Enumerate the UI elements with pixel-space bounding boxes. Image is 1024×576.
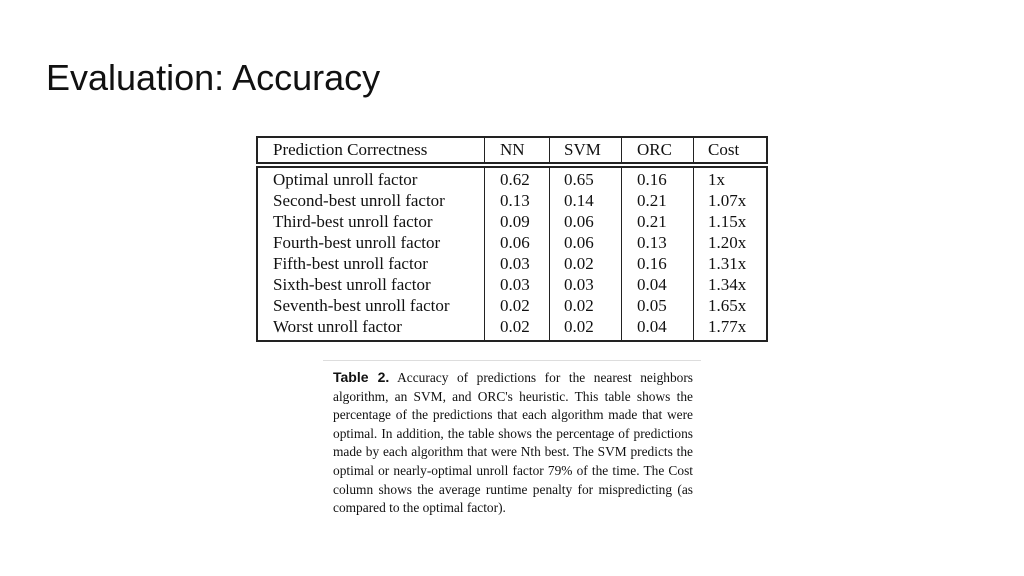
row-label: Seventh-best unroll factor [273,296,450,315]
caption-divider [323,360,701,361]
table-row [258,232,766,253]
table-row [258,169,766,190]
orc-value: 0.21 [637,191,667,210]
cost-value: 1x [708,170,725,189]
column-divider [549,138,550,162]
caption-text: Accuracy of predictions for the nearest neighbors algorithm, an SVM, and ORC's heuristic. This table shows the percentage of the predictions that each algorithm made that were optimal. In addition, the table shows the percentage of predictions made by each algorithm that were Nth best. The SVM predicts the optimal or nearly-optimal unroll factor 79% of the time. The Cost column shows the average runtime penalty for mispredicting (as compared to the optimal factor). [333,370,694,516]
header-svm: SVM [564,140,601,159]
cost-value: 1.34x [708,275,747,294]
row-label: Fourth-best unroll factor [273,233,441,252]
row-label: Sixth-best unroll factor [273,275,431,294]
svm-value: 0.06 [564,233,594,252]
table-header [256,136,768,164]
table-body [256,166,768,342]
row-label: Optimal unroll factor [273,170,418,189]
orc-value: 0.16 [637,254,667,273]
table-row [258,295,766,316]
orc-value: 0.16 [637,170,667,189]
nn-value: 0.09 [500,212,530,231]
header-orc: ORC [637,140,672,159]
cost-value: 1.65x [708,296,747,315]
nn-value: 0.03 [500,275,530,294]
caption-label: Table 2. [333,369,390,385]
svm-value: 0.03 [564,275,594,294]
svm-value: 0.14 [564,191,594,210]
cost-value: 1.31x [708,254,747,273]
table-caption [333,368,693,518]
cost-value: 1.20x [708,233,747,252]
row-label: Worst unroll factor [273,317,402,336]
nn-value: 0.06 [500,233,530,252]
svm-value: 0.02 [564,317,594,336]
orc-value: 0.21 [637,212,667,231]
table-row [258,274,766,295]
table-row [258,316,766,337]
nn-value: 0.13 [500,191,530,210]
nn-value: 0.62 [500,170,530,189]
cost-value: 1.77x [708,317,747,336]
nn-value: 0.03 [500,254,530,273]
row-label: Third-best unroll factor [273,212,433,231]
table-row [258,190,766,211]
svm-value: 0.02 [564,254,594,273]
slide-title: Evaluation: Accuracy [46,57,381,98]
header-prediction-correctness: Prediction Correctness [273,140,428,159]
nn-value: 0.02 [500,296,530,315]
header-cost: Cost [708,140,740,159]
row-label: Second-best unroll factor [273,191,445,210]
header-nn: NN [500,140,525,159]
orc-value: 0.04 [637,317,667,336]
row-label: Fifth-best unroll factor [273,254,428,273]
cost-value: 1.15x [708,212,747,231]
svm-value: 0.06 [564,212,594,231]
cost-value: 1.07x [708,191,747,210]
svm-value: 0.65 [564,170,594,189]
column-divider [693,138,694,162]
orc-value: 0.04 [637,275,667,294]
table-row [258,211,766,232]
table-row [258,253,766,274]
svm-value: 0.02 [564,296,594,315]
column-divider [621,138,622,162]
orc-value: 0.13 [637,233,667,252]
column-divider [484,138,485,162]
nn-value: 0.02 [500,317,530,336]
orc-value: 0.05 [637,296,667,315]
results-table [256,136,768,342]
